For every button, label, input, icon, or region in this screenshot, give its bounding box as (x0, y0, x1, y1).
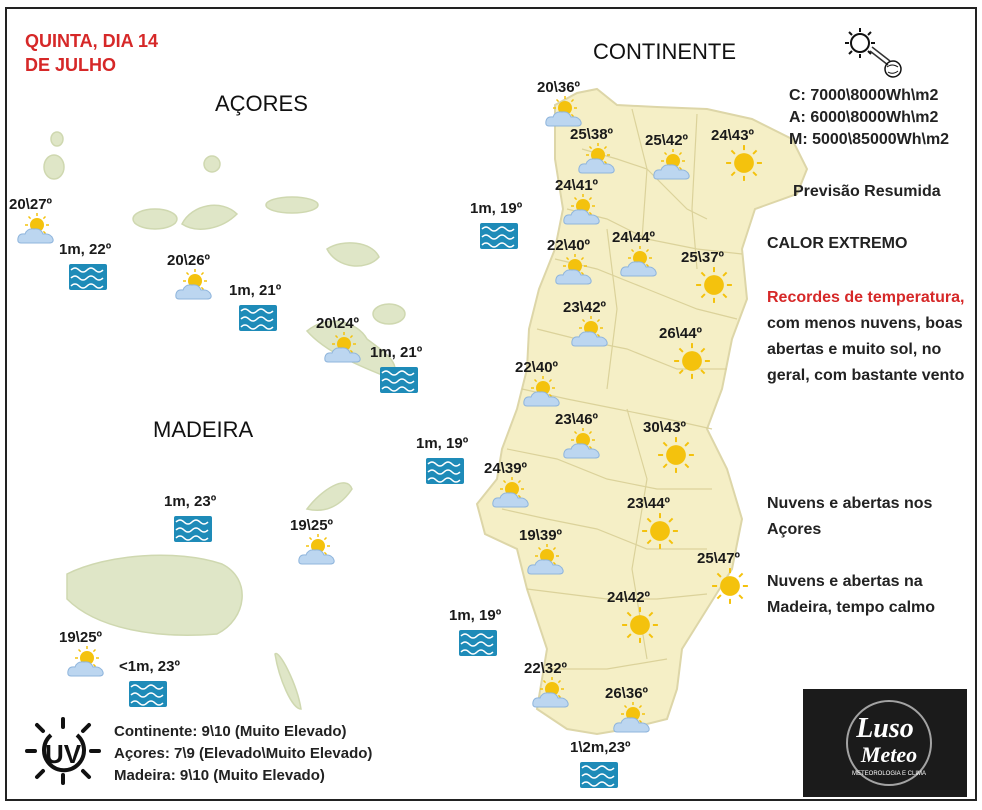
solar-radiation-list (789, 85, 949, 151)
sun-icon (695, 266, 733, 309)
logo-name-1: Luso (856, 713, 914, 744)
partly-cloudy-icon (521, 376, 565, 415)
forecast-temp: 22\32º (524, 660, 568, 677)
forecast-c13 (643, 419, 695, 479)
summary-records-text: com menos nuvens, boas abertas e muito sol, no geral, com bastante vento (767, 315, 965, 384)
uv-line-acores: Açores: 7\9 (Elevado\Muito Elevado) (114, 745, 373, 762)
island-faial (133, 209, 177, 229)
partly-cloudy-icon (530, 677, 574, 716)
summary-madeira: Nuvens e abertas na Madeira, tempo calmo (767, 573, 936, 616)
partly-cloudy-icon (173, 269, 217, 308)
solar-line-c: C: 7000\8000Wh\m2 (789, 87, 939, 104)
logo-name-2: Meteo (860, 742, 918, 767)
forecast-c10 (659, 325, 711, 385)
sea-conditions-text: 1m, 21º (370, 344, 423, 361)
lusometeo-logo (803, 689, 967, 797)
sea-conditions-text: 1\2m,23º (570, 739, 631, 756)
forecast-c08 (681, 249, 733, 309)
date-line1: QUINTA, DIA 14 (25, 31, 159, 51)
partly-cloudy-icon (525, 544, 569, 583)
wave-icon (426, 458, 468, 489)
sea-s02 (59, 241, 111, 295)
island-graciosa (204, 156, 220, 172)
wave-icon (380, 367, 422, 398)
sea-conditions-text: 1m, 21º (229, 282, 282, 299)
sea-conditions-text: 1m, 22º (59, 241, 112, 258)
sea-conditions-text: 1m, 19º (470, 200, 523, 217)
forecast-temp: 23\42º (563, 299, 607, 316)
summary-acores: Nuvens e abertas nos Açores (767, 495, 933, 538)
sun-earth-icon (842, 25, 902, 81)
sea-s08 (449, 607, 501, 661)
forecast-temp: 30\43º (643, 419, 687, 436)
forecast-temp: 24\42º (607, 589, 651, 606)
sea-conditions-text: 1m, 19º (449, 607, 502, 624)
forecast-c20 (605, 685, 655, 741)
partly-cloudy-icon (561, 428, 605, 467)
forecast-c18 (607, 589, 659, 649)
uv-sun-icon (21, 715, 105, 787)
sea-s05 (416, 435, 468, 489)
forecast-c12 (555, 411, 605, 467)
sea-s04 (370, 344, 422, 398)
forecast-c15 (627, 495, 679, 555)
island-pico (182, 205, 237, 229)
island-porto-santo (307, 483, 352, 510)
forecast-temp: 25\42º (645, 132, 689, 149)
uv-index-list (114, 721, 372, 787)
forecast-a02 (167, 252, 217, 308)
uv-line-continente: Continente: 9\10 (Muito Elevado) (114, 723, 347, 740)
forecast-temp: 24\44º (612, 229, 656, 246)
wave-icon (480, 223, 522, 254)
forecast-temp: 23\46º (555, 411, 599, 428)
forecast-temp: 24\43º (711, 127, 755, 144)
partly-cloudy-icon (553, 254, 597, 293)
forecast-c03 (645, 132, 695, 188)
forecast-temp: 19\25º (59, 629, 103, 646)
partly-cloudy-icon (651, 149, 695, 188)
forecast-c17 (697, 550, 749, 610)
forecast-temp: 19\25º (290, 517, 334, 534)
island-terceira (327, 243, 379, 266)
sea-conditions-text: 1m, 23º (164, 493, 217, 510)
forecast-c16 (519, 527, 569, 583)
island-santa-maria (373, 304, 405, 324)
island-flores (44, 155, 64, 179)
partly-cloudy-icon (322, 332, 366, 371)
forecast-temp: 24\39º (484, 460, 528, 477)
forecast-temp: 20\26º (167, 252, 211, 269)
forecast-c09 (563, 299, 613, 355)
sun-icon (673, 342, 711, 385)
forecast-temp: 20\36º (537, 79, 581, 96)
forecast-c14 (484, 460, 534, 516)
sea-conditions-text: 1m, 19º (416, 435, 469, 452)
forecast-a01 (9, 196, 59, 252)
partly-cloudy-icon (296, 534, 340, 573)
forecast-temp: 22\40º (515, 359, 559, 376)
forecast-temp: 24\41º (555, 177, 599, 194)
sea-s09 (570, 739, 631, 793)
forecast-temp: 26\44º (659, 325, 703, 342)
uv-label: UV (44, 739, 82, 769)
forecast-temp: 26\36º (605, 685, 649, 702)
sea-s06 (164, 493, 216, 547)
forecast-c04 (711, 127, 763, 187)
partly-cloudy-icon (490, 477, 534, 516)
forecast-c02 (570, 126, 620, 182)
wave-icon (239, 305, 281, 336)
region-madeira: MADEIRA (153, 417, 254, 442)
summary-records (767, 285, 967, 389)
summary-alert: CALOR EXTREMO (767, 235, 908, 252)
forecast-temp: 25\47º (697, 550, 741, 567)
sun-icon (725, 144, 763, 187)
wave-icon (129, 681, 180, 712)
wave-icon (459, 630, 501, 661)
sea-s07 (119, 658, 180, 712)
solar-line-m: M: 5000\85000Wh\m2 (789, 131, 950, 148)
forecast-m01 (290, 517, 340, 573)
sun-icon (641, 512, 679, 555)
map-frame (5, 7, 977, 801)
region-continente: CONTINENTE (593, 39, 736, 64)
wave-icon (580, 762, 631, 793)
summary-title: Previsão Resumida (793, 183, 941, 200)
forecast-temp: 25\37º (681, 249, 725, 266)
sun-icon (711, 567, 749, 610)
uv-line-madeira: Madeira: 9\10 (Muito Elevado) (114, 767, 325, 784)
summary-records-highlight: Recordes de temperatura, (767, 289, 965, 306)
island-desertas (275, 654, 301, 709)
wave-icon (69, 264, 111, 295)
date-line2: DE JULHO (25, 55, 117, 75)
partly-cloudy-icon (611, 702, 655, 741)
sun-icon (621, 606, 659, 649)
forecast-m02 (59, 629, 109, 685)
forecast-c06 (547, 237, 597, 293)
forecast-temp: 23\44º (627, 495, 671, 512)
forecast-c11 (515, 359, 565, 415)
sea-s01 (470, 200, 522, 254)
partly-cloudy-icon (561, 194, 605, 233)
forecast-temp: 20\24º (316, 315, 360, 332)
forecast-c07 (612, 229, 662, 285)
solar-line-a: A: 6000\8000Wh\m2 (789, 109, 939, 126)
partly-cloudy-icon (15, 213, 59, 252)
forecast-a03 (316, 315, 366, 371)
forecast-temp: 22\40º (547, 237, 591, 254)
forecast-c05 (555, 177, 605, 233)
island-sao-jorge (266, 197, 318, 213)
island-corvo (51, 132, 63, 146)
island-madeira (67, 555, 242, 635)
forecast-c19 (524, 660, 574, 716)
forecast-temp: 19\39º (519, 527, 563, 544)
partly-cloudy-icon (65, 646, 109, 685)
wave-icon (174, 516, 216, 547)
sea-s03 (229, 282, 281, 336)
region-acores: AÇORES (215, 91, 308, 116)
partly-cloudy-icon (618, 246, 662, 285)
sea-conditions-text: <1m, 23º (119, 658, 180, 675)
sun-icon (657, 436, 695, 479)
partly-cloudy-icon (569, 316, 613, 355)
forecast-temp: 25\38º (570, 126, 614, 143)
logo-graphic (803, 689, 967, 797)
logo-tagline: METEOROLOGIA E CLIMA (851, 771, 927, 777)
forecast-temp: 20\27º (9, 196, 53, 213)
